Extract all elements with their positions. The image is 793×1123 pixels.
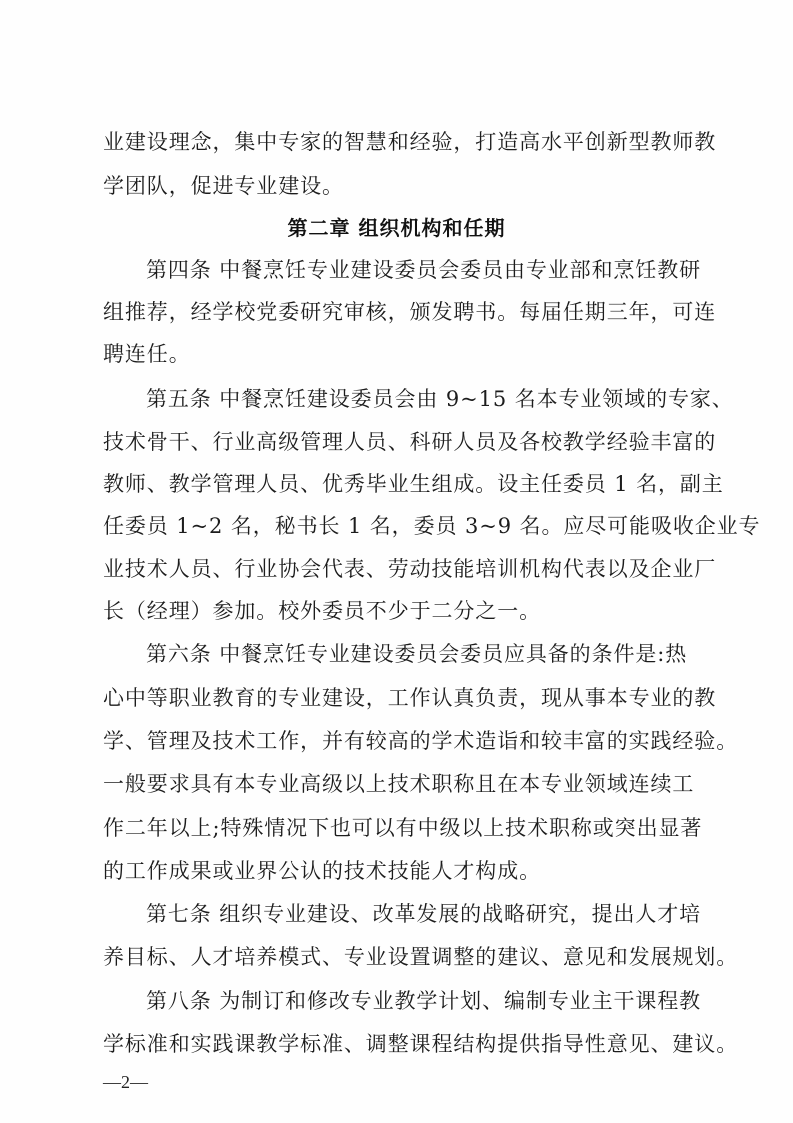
- article-4-line: 组推荐，经学校党委研究审核，颁发聘书。每届任期三年，可连: [103, 300, 717, 324]
- page-number: —2—: [103, 1072, 148, 1092]
- article-6-line: 心中等职业教育的专业建设，工作认真负责，现从事本专业的教: [103, 686, 717, 710]
- paragraph-continuation-line: 业建设理念，集中专家的智慧和经验，打造高水平创新型教师教: [103, 130, 717, 154]
- paragraph-continuation-line: 学团队，促进专业建设。: [103, 174, 344, 198]
- article-8-line: 第八条 为制订和修改专业教学计划、编制专业主干课程教: [146, 989, 702, 1013]
- article-4-line: 聘连任。: [103, 342, 191, 366]
- article-7-line: 养目标、人才培养模式、专业设置调整的建议、意见和发展规划。: [103, 945, 739, 969]
- article-5-line: 教师、教学管理人员、优秀毕业生组成。设主任委员 1 名，副主: [103, 472, 724, 496]
- article-6-line: 作二年以上;特殊情况下也可以有中级以上技术职称或突出显著: [103, 816, 703, 840]
- article-6-line: 第六条 中餐烹饪专业建设委员会委员应具备的条件是:热: [146, 642, 688, 666]
- article-6-line: 一般要求具有本专业高级以上技术职称且在本专业领域连续工: [103, 772, 695, 796]
- article-5-line: 长（经理）参加。校外委员不少于二分之一。: [103, 599, 541, 623]
- article-5-line: 第五条 中餐烹饪建设委员会由 9~15 名本专业领域的专家、: [146, 387, 734, 411]
- article-7-line: 第七条 组织专业建设、改革发展的战略研究，提出人才培: [146, 902, 702, 926]
- article-5-line: 任委员 1~2 名，秘书长 1 名，委员 3~9 名。应尽可能吸收企业专: [103, 514, 761, 538]
- article-6-line: 学、管理及技术工作，并有较高的学术造诣和较丰富的实践经验。: [103, 729, 739, 753]
- article-8-line: 学标准和实践课教学标准、调整课程结构提供指导性意见、建议。: [103, 1032, 739, 1056]
- article-6-line: 的工作成果或业界公认的技术技能人才构成。: [103, 859, 541, 883]
- article-5-line: 技术骨干、行业高级管理人员、科研人员及各校教学经验丰富的: [103, 430, 717, 454]
- chapter-title: 第二章 组织机构和任期: [287, 216, 506, 240]
- article-5-line: 业技术人员、行业协会代表、劳动技能培训机构代表以及企业厂: [103, 557, 717, 581]
- article-4-line: 第四条 中餐烹饪专业建设委员会委员由专业部和烹饪教研: [146, 258, 702, 282]
